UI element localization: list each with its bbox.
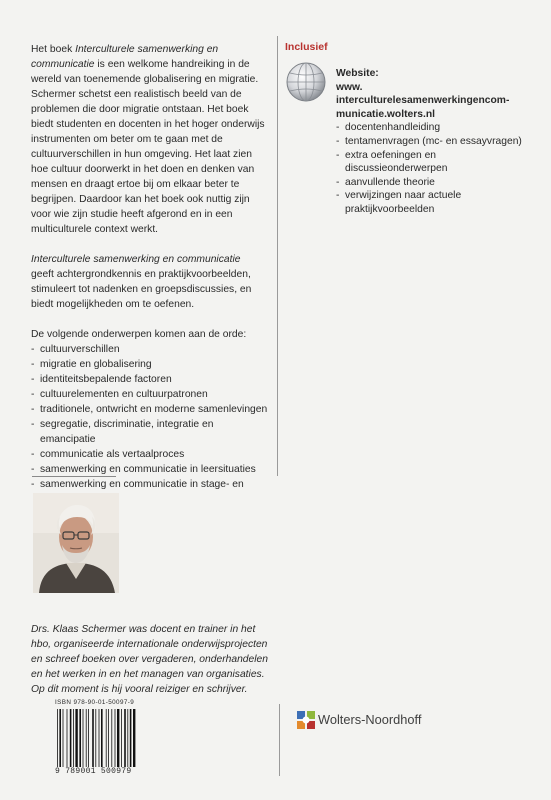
topics-heading: De volgende onderwerpen komen aan de orde: xyxy=(31,329,247,340)
intro-paragraph xyxy=(31,42,271,237)
barcode-bar xyxy=(67,709,68,767)
vertical-divider-bottom xyxy=(279,704,280,776)
barcode-bar xyxy=(95,709,96,767)
extras-item: - extra oefeningen en discussieonderwerpen xyxy=(336,149,541,176)
extras-item: - aanvullende theorie xyxy=(336,176,541,190)
website-info xyxy=(336,67,541,217)
inclusief-heading: Inclusief xyxy=(285,41,328,53)
barcode-bar xyxy=(86,709,87,767)
extras-item: - docentenhandleiding xyxy=(336,121,541,135)
vertical-divider xyxy=(277,36,278,476)
barcode-digits: 9 789001 500979 xyxy=(55,767,132,776)
barcode-bar xyxy=(108,709,109,767)
author-bio: Drs. Klaas Schermer was docent en trainer in het hbo, organiseerde internationale onderwijsprojecten en schreef boeken over vergaderen, onderhandelen en het werken in en het managen van organisaties. Op dit moment is hij vooral reiziger en schrijver. xyxy=(31,624,268,696)
website-url-line[interactable]: interculturelesamenwerkingencom- xyxy=(336,95,510,107)
intro-book-title: Interculturele samenwerking en communicatie xyxy=(31,44,219,70)
topic-item: - cultuurverschillen xyxy=(31,342,271,357)
globe-icon xyxy=(285,61,327,103)
topic-item: - segregatie, discriminatie, integratie en emancipatie xyxy=(31,417,271,447)
topic-item: - communicatie als vertaalproces xyxy=(31,447,271,462)
summary-book-title: Interculturele samenwerking en communicatie xyxy=(31,254,241,265)
left-column xyxy=(31,42,271,507)
barcode-bar xyxy=(106,709,107,767)
extras-item: - verwijzingen naar actuele praktijkvoorbeelden xyxy=(336,189,541,216)
barcode-bar xyxy=(124,709,126,767)
barcode-bar xyxy=(117,709,119,767)
barcode-bar xyxy=(73,709,74,767)
topic-item: - migratie en globalisering xyxy=(31,357,271,372)
barcode-bar xyxy=(83,709,84,767)
summary-rest: geeft achtergrondkennis en praktijkvoorbeelden, stimuleert tot nadenken en groepsdiscussies, en biedt mogelijkheden om te oefenen. xyxy=(31,269,252,310)
barcode xyxy=(55,699,139,783)
barcode-bar xyxy=(57,709,58,767)
publisher-logo-icon xyxy=(297,711,315,729)
barcode-bar xyxy=(59,709,61,767)
isbn-text: ISBN 978-90-01-50097-9 xyxy=(55,699,135,706)
barcode-bar xyxy=(88,709,89,767)
barcode-bar xyxy=(75,709,77,767)
barcode-bar xyxy=(115,709,116,767)
topic-item: - identiteitsbepalende factoren xyxy=(31,372,271,387)
website-url-line[interactable]: municatie.wolters.nl xyxy=(336,108,435,120)
extras-list xyxy=(336,121,541,216)
intro-lead: Het boek xyxy=(31,44,76,55)
barcode-bar xyxy=(63,709,64,767)
extras-item: - tentamenvragen (mc- en essayvragen) xyxy=(336,135,541,149)
publisher-name: Wolters-Noordhoff xyxy=(318,712,422,727)
barcode-bar xyxy=(70,709,72,767)
barcode-bar xyxy=(133,709,135,767)
barcode-bar xyxy=(111,709,112,767)
divider-line xyxy=(32,476,116,477)
topic-item: - samenwerking en communicatie in leersituaties xyxy=(31,462,271,477)
author-photo xyxy=(33,493,119,593)
barcode-bar xyxy=(130,709,132,767)
barcode-bar xyxy=(127,709,128,767)
summary-paragraph xyxy=(31,252,271,312)
barcode-bar xyxy=(92,709,94,767)
publisher-logo xyxy=(297,711,422,729)
topics-list xyxy=(31,342,271,507)
website-url-line[interactable]: www. xyxy=(336,81,363,93)
barcode-bar xyxy=(79,709,81,767)
topic-item: - samenwerking en communicatie in stage- en xyxy=(31,477,271,507)
barcode-bar xyxy=(121,709,122,767)
barcode-bars xyxy=(57,709,137,767)
website-label: Website: xyxy=(336,68,379,79)
topic-item: - traditionele, ontwricht en moderne samenlevingen xyxy=(31,402,271,417)
intro-rest: is een welkome handreiking in de wereld van toenemende globalisering en migratie. Schermer schetst een realistisch beeld van de problemen die door migratie ontstaan. Het boek biedt studenten en docenten in het hoger onderwijs instrumenten om beter om te gaan met de cultuurverschillen in hun omgeving. Het laat zien hoe cultuur doorwerkt in het doen en denken van mensen en draagt ertoe bij om elkaar beter te begrijpen. Daardoor kan het boek ook nuttig zijn voor wie zijn studie heeft afgerond en in een multiculturele context werkt. xyxy=(31,59,265,235)
barcode-bar xyxy=(99,709,100,767)
barcode-bar xyxy=(101,709,103,767)
topic-item: - cultuurelementen en cultuurpatronen xyxy=(31,387,271,402)
